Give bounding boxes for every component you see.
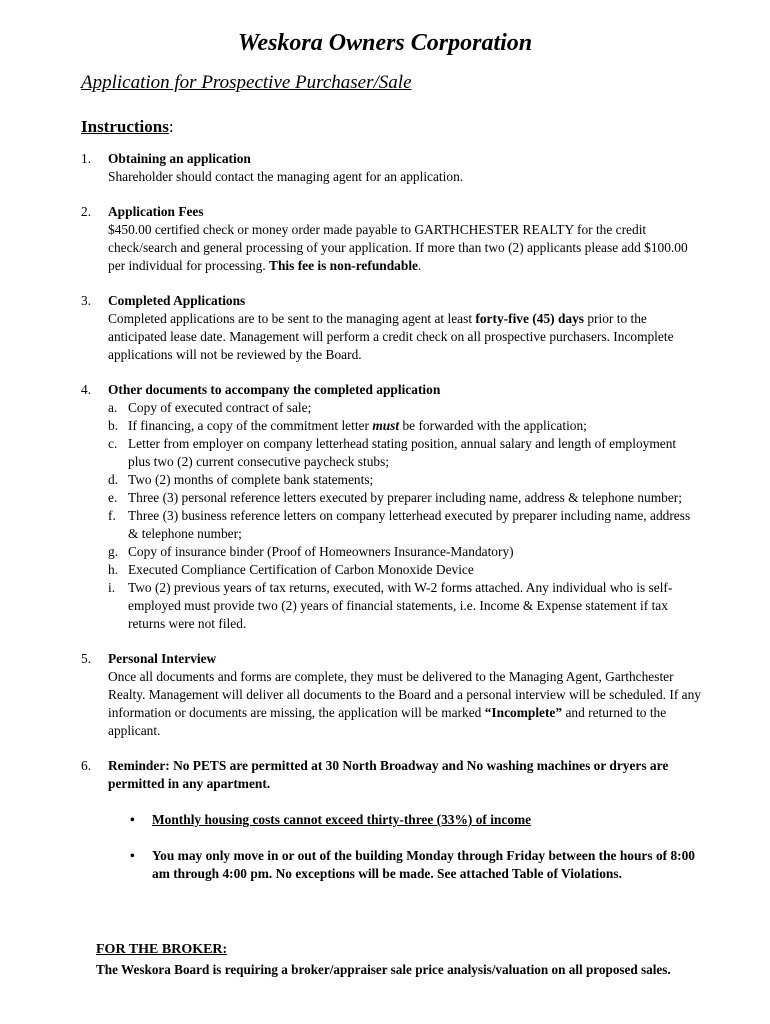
item-text [108, 668, 701, 740]
sub-text: Three (3) personal reference letters executed by preparer including name, address & telephone number; [128, 490, 682, 505]
item-text: Shareholder should contact the managing agent for an application. [108, 169, 464, 184]
sub-text: Three (3) business reference letters on company letterhead executed by preparer including name, address & telephone number; [128, 508, 691, 541]
sub-text: Executed Compliance Certification of Carbon Monoxide Device [128, 562, 474, 577]
list-item-3 [81, 292, 701, 364]
sub-letter: a. [108, 400, 118, 415]
item-heading: Obtaining an application [108, 151, 251, 166]
item-text-b: prior to the anticipated lease date. Management will perform a credit check on all prospective purchasers. Incomplete applications will not be reviewed by the Board. [108, 311, 674, 362]
item-text-a: Completed applications are to be sent to the managing agent at least [108, 311, 473, 326]
item-text-end: . [417, 258, 422, 273]
list-item-4 [81, 381, 701, 633]
item-heading: Personal Interview [108, 651, 217, 666]
sub-letter: e. [108, 490, 118, 505]
item-number: 1. [81, 151, 92, 166]
item-heading: Other documents to accompany the completed application [108, 382, 441, 397]
sub-text: Letter from employer on company letterhead stating position, annual salary and length of employment plus two (2) current consecutive paycheck stubs; [128, 436, 677, 469]
sub-text: Copy of insurance binder (Proof of Homeowners Insurance-Mandatory) [128, 544, 514, 559]
sub-item-h [108, 561, 701, 579]
sub-letter: c. [108, 436, 118, 451]
bullet-dot-icon: • [130, 812, 135, 827]
sub-item-f [108, 507, 701, 543]
broker-heading: FOR THE BROKER: [96, 942, 228, 957]
item-text [108, 221, 701, 275]
list-item-1 [81, 150, 701, 186]
instructions-heading [81, 117, 174, 137]
bullet-text: You may only move in or out of the building Monday through Friday between the hours of 8:00 am through 4:00 pm. No exceptions will be made. See attached Table of Violations. [152, 848, 695, 881]
list-item-2 [81, 203, 701, 275]
item-text-b: and returned to the applicant. [108, 705, 667, 738]
sub-item-d [108, 471, 701, 489]
sub-text: Two (2) months of complete bank statements; [128, 472, 374, 487]
non-refundable-notice: This fee is non-refundable [269, 258, 418, 273]
deadline-emphasis: forty-five (45) days [475, 311, 584, 326]
bullet-item [108, 811, 701, 829]
bullet-text: Monthly housing costs cannot exceed thirty-three (33%) of income [152, 812, 532, 827]
sub-text: Copy of executed contract of sale; [128, 400, 312, 415]
item-heading: Reminder: No PETS are permitted at 30 North Broadway and No washing machines or dryers are permitted in any apartment. [108, 758, 669, 791]
reminder-bullets [108, 811, 701, 883]
sub-letter: i. [108, 580, 116, 595]
broker-text: The Weskora Board is requiring a broker/appraiser sale price analysis/valuation on all proposed sales. [96, 962, 671, 977]
list-item-6 [81, 757, 701, 883]
sub-letter: f. [108, 508, 116, 523]
sub-letter: g. [108, 544, 119, 559]
item-text-body: $450.00 certified check or money order made payable to GARTHCHESTER REALTY for the credit check/search and general processing of your application. If more than two (2) applicants please add $100.00 per individual for processing. [108, 222, 688, 273]
instructions-list [81, 150, 701, 901]
instructions-colon: : [168, 117, 174, 136]
sub-item-i [108, 579, 701, 633]
item-number: 3. [81, 293, 92, 308]
broker-section [96, 940, 766, 980]
item-number: 4. [81, 382, 92, 397]
bullet-item [108, 847, 701, 883]
page-title: Weskora Owners Corporation [237, 30, 533, 56]
incomplete-emphasis: “Incomplete” [484, 705, 563, 720]
sub-item-g [108, 543, 701, 561]
sub-letter: b. [108, 418, 119, 433]
sub-text-b: be forwarded with the application; [402, 418, 587, 433]
item-text-a: Once all documents and forms are complete, they must be delivered to the Managing Agent, Garthchester Realty. Management will deliver all documents to the Board and a personal interview will be scheduled. If any information or documents are missing, the application will be marked [108, 669, 701, 720]
list-item-5 [81, 650, 701, 740]
sub-item-c [108, 435, 701, 471]
sub-letter: h. [108, 562, 119, 577]
must-emphasis: must [372, 418, 400, 433]
item-text [108, 310, 701, 364]
page-subtitle: Application for Prospective Purchaser/Sale [81, 72, 412, 93]
sub-item-e [108, 489, 701, 507]
item-heading: Application Fees [108, 204, 204, 219]
sub-text-a: If financing, a copy of the commitment letter [128, 418, 369, 433]
sub-item-b [108, 417, 701, 435]
sub-letter: d. [108, 472, 119, 487]
sub-text: Two (2) previous years of tax returns, executed, with W-2 forms attached. Any individual who is self-employed must provide two (2) years of financial statements, i.e. Income & Expense statement if tax returns were not filed. [128, 580, 673, 631]
item-heading: Completed Applications [108, 293, 246, 308]
sub-item-a [108, 399, 701, 417]
item-number: 6. [81, 758, 92, 773]
item-number: 5. [81, 651, 92, 666]
item-number: 2. [81, 204, 92, 219]
bullet-dot-icon: • [130, 848, 135, 863]
instructions-label: Instructions [81, 117, 169, 136]
